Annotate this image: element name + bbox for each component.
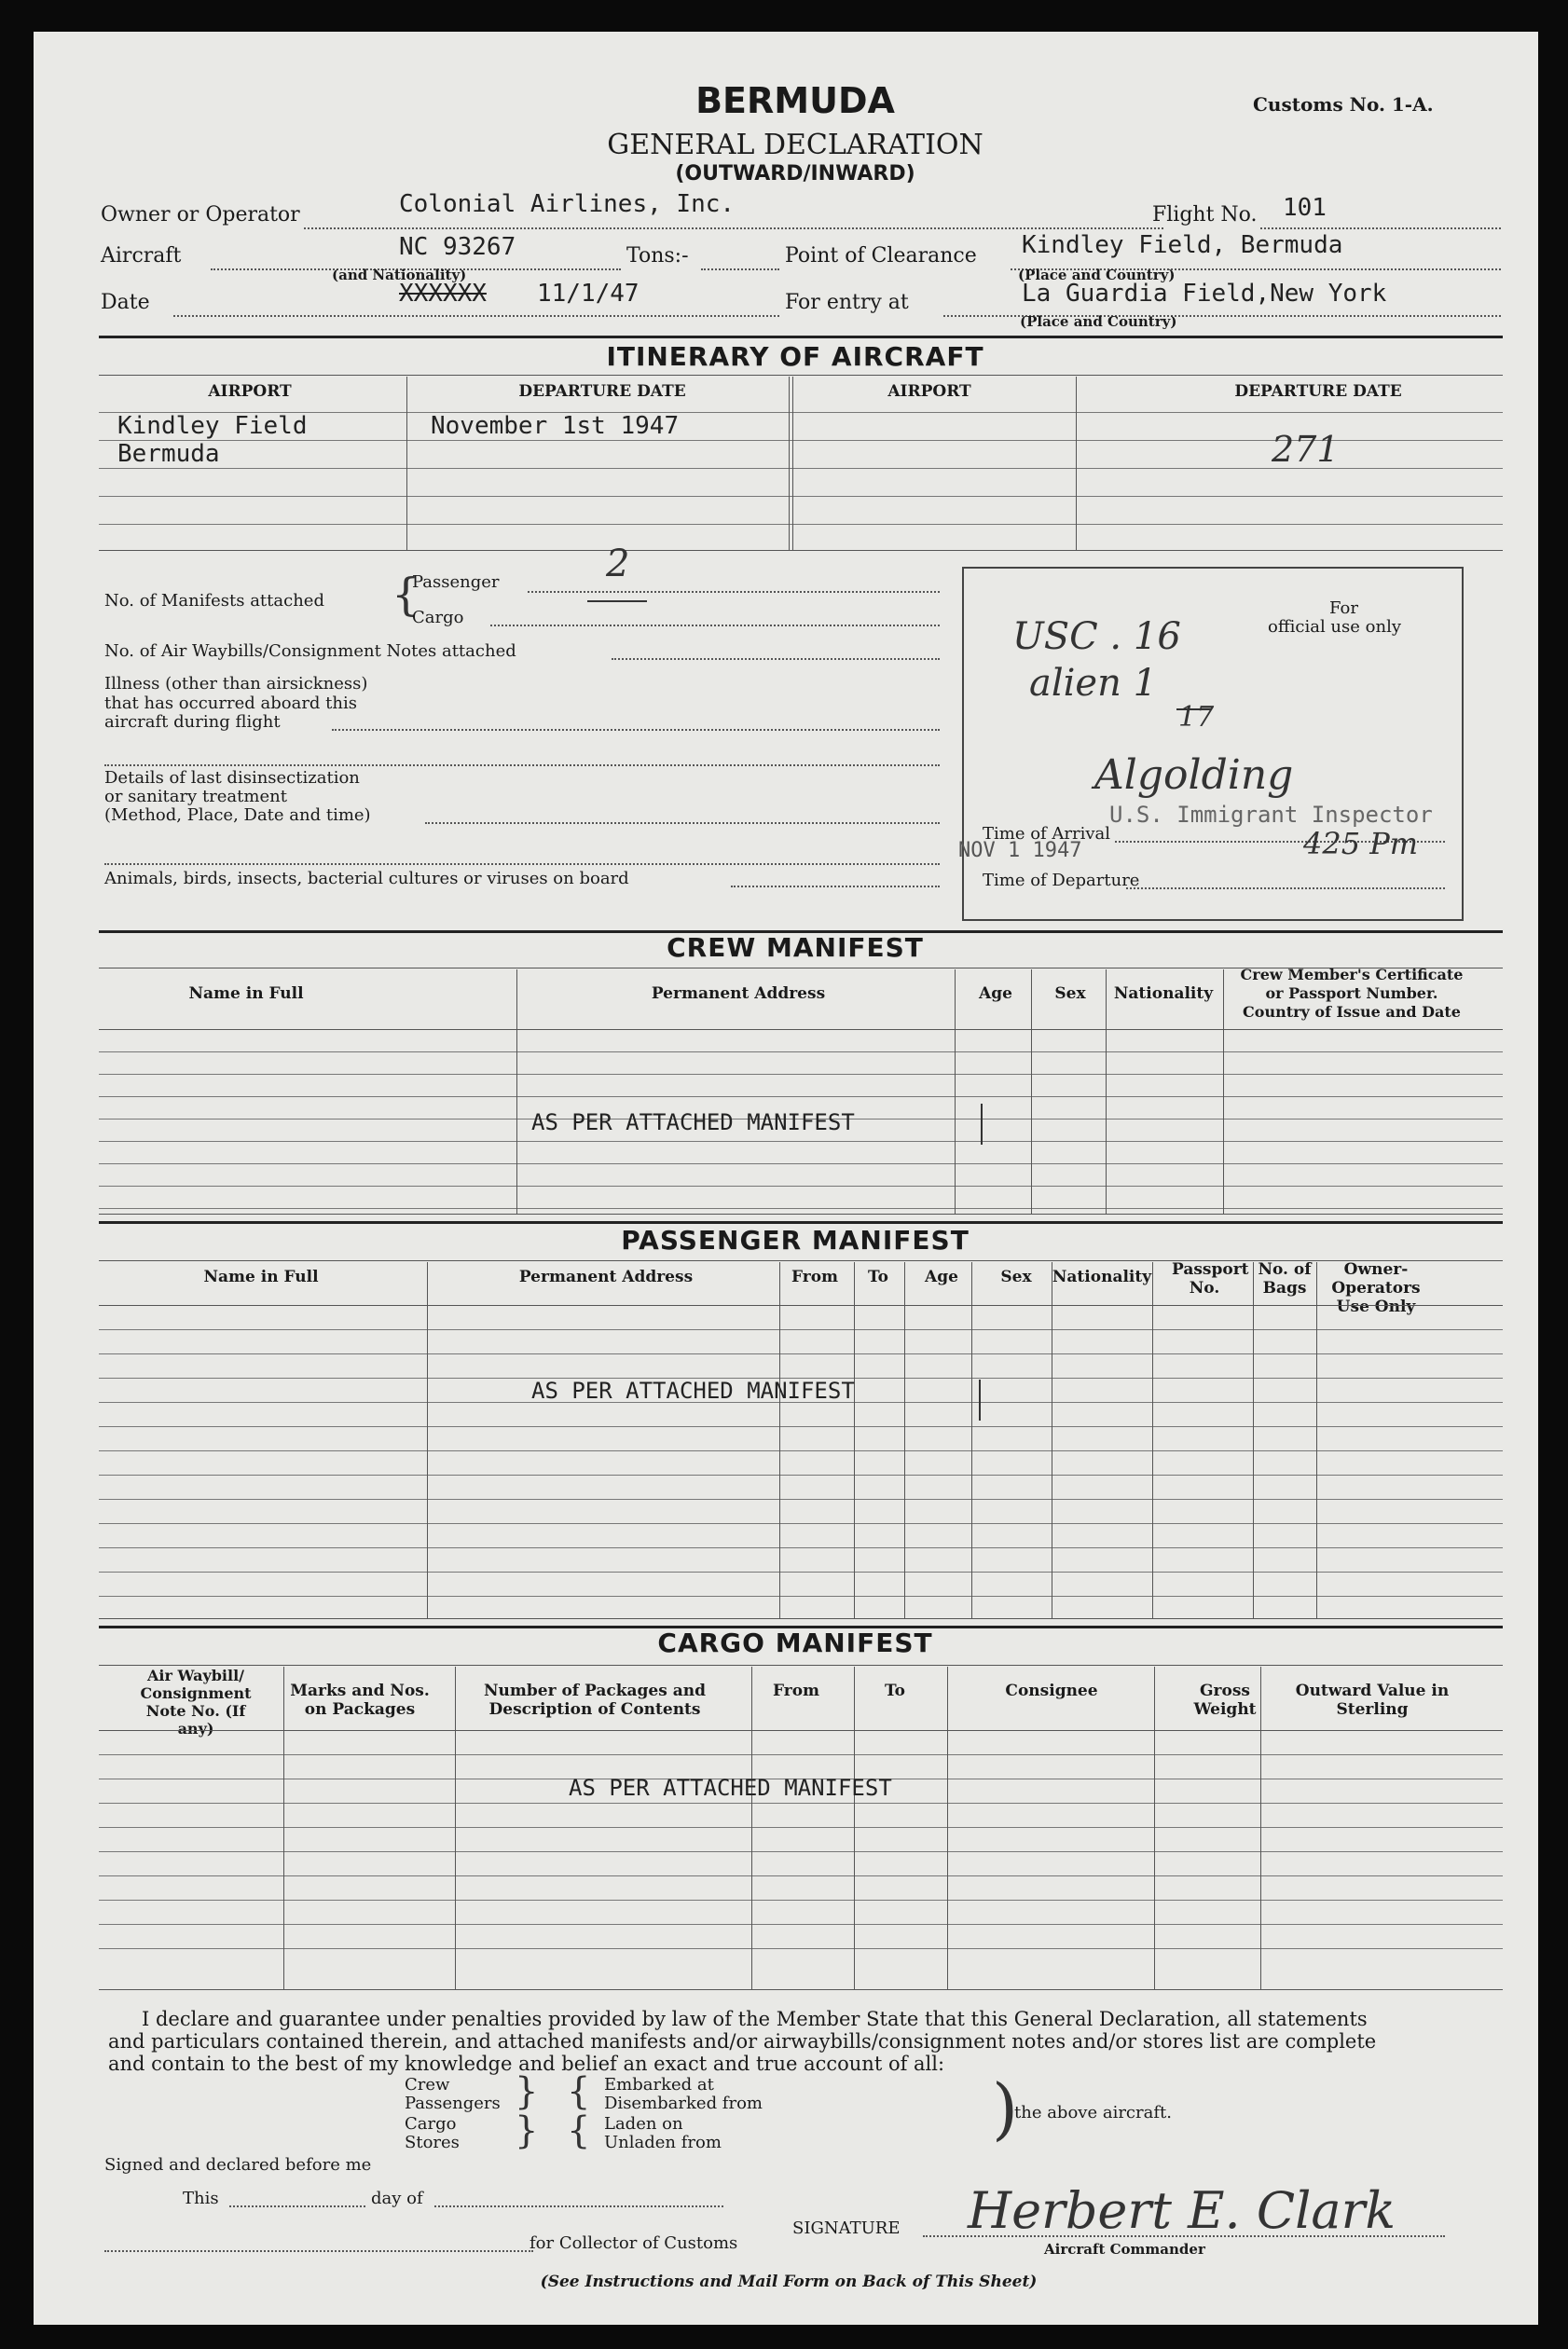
collector-label: for Collector of Customs [530,2233,738,2253]
declaration-line-3: and contain to the best of my knowledge and belief an exact and true account of all: [108,2053,945,2075]
date-label: Date [101,291,150,314]
inspector-stamp-date: NOV 1 1947 [958,839,1082,862]
declaration-passengers: Passengers [405,2094,501,2113]
manifests-label: No. of Manifests attached [104,591,324,611]
official-note-total: 17 [1178,701,1215,734]
signature-label: SIGNATURE [792,2218,901,2238]
itinerary-airport-1b: Bermuda [117,440,220,468]
illness-label-2: that has occurred aboard this [104,694,357,713]
signed-label: Signed and declared before me [104,2155,372,2175]
crew-header-nationality: Nationality [1113,984,1214,1003]
illness-label-1: Illness (other than airsickness) [104,674,368,694]
passenger-manifest-label: Passenger [412,572,500,592]
crew-header-certificate: Crew Member's Certificate or Passport Number. Country of Issue and Date [1240,966,1464,1021]
passenger-header-name: Name in Full [203,1268,319,1286]
itinerary-header-departure-1: DEPARTURE DATE [518,382,686,401]
official-note-alien: alien 1 [1029,662,1158,705]
passenger-header-bags: No. of Bags [1258,1260,1312,1298]
declaration-crew: Crew [405,2075,450,2095]
passenger-header-nationality: Nationality [1052,1268,1152,1286]
itinerary-departure-1: November 1st 1947 [431,412,680,440]
passenger-manifest-count: 2 [606,543,630,585]
flight-value: 101 [1283,194,1327,222]
passenger-header-address: Permanent Address [518,1268,694,1286]
cargo-header-from: From [772,1682,820,1700]
passenger-title: PASSENGER MANIFEST [621,1225,970,1256]
inspector-stamp: U.S. Immigrant Inspector [1109,802,1433,828]
form-subtitle: GENERAL DECLARATION [607,129,983,161]
form-title: BERMUDA [695,80,895,121]
cargo-title: CARGO MANIFEST [657,1628,933,1658]
passenger-header-owner-use: Owner-Operators Use Only [1331,1260,1421,1316]
declaration-sheet: BERMUDA GENERAL DECLARATION (OUTWARD/INWARD) Customs No. 1-A. Owner or Operator Colonial Airlines, Inc. Flight No. 101 Aircraft NC 93267 (and Nationality) Tons:- Point of Clearance Kindley Field, Bermuda (Place and Country) Date XXXXXX 11/1/47 For entry at La Guardia Field,New York (Place and Country) ITINERARY OF AIRCRAFT AIRPORT DEPARTURE DATE AIRPORT DEPARTURE DATE Kindley Field Bermuda November 1st 1947 271 No. of Manifests attached { Passenger 2 Cargo No. of Air Waybills/Consignment Notes attached Illness (other than airsickness) that has occurred aboard this aircraft during flight Details of last disinsectization or sanitary treatment (Method, Place, Date and time) Animals, birds, insects, bacterial cultures or viruses on board For official use only USC . 16 alien 1 17 Algolding U.S. Immigrant Inspector NOV 1 1947 Time of Arrival 425 Pm Time of Departure CREW MANIFEST Name in Full Permanent Address Age Sex Nationality Crew Member's Certificate or Passport Number. Country of Issue and Date AS PER ATTACHED MANIFEST PASSENGER MANIFEST Name in Full Permanent Address From To Age Sex Nationality Passport No. No. of Bags Owner-Operators Use Only AS PER ATTACHED MANIFEST CARGO MANIFEST Air Waybill/ Consignment Note No. (If any) Marks and Nos. on Packages Number of Packages and Description of Contents From To Consignee Gross Weight Outward Value in Sterling AS PER ATTACHED MANIFEST I declare and guarantee under penalties provided by law of the Member State that this General Declaration, all statements and particulars contained therein, and attached manifests and/or airwaybills/consignment notes and/or stores list are complete and contain to the best of my knowledge and belief an exact and true account of all: Crew Passengers Cargo Stores } } { { Embarked at Disembarked from Laden on Unladen from ) the above aircraft. Signed and declared before me This day of for Collector of Customs SIGNATURE Herbert E. Clark Aircraft Commander (See Instructions and Mail Form on Back of This Sheet) [34,32,1538,2325]
declaration-line-1: I declare and guarantee under penalties provided by law of the Member State that this General Declaration, all statements [142,2008,1368,2030]
date-struck: XXXXXX [399,280,487,308]
flight-label: Flight No. [1152,203,1258,227]
cargo-header-marks: Marks and Nos. on Packages [290,1682,430,1719]
tons-label: Tons:- [626,244,689,268]
commander-label: Aircraft Commander [1044,2241,1205,2258]
official-use-label: official use only [1268,617,1401,637]
passenger-entry: AS PER ATTACHED MANIFEST [531,1378,855,1404]
cargo-header-consignee: Consignee [1005,1682,1098,1700]
official-inspector-signature: Algolding [1094,751,1294,799]
itinerary-header-departure-2: DEPARTURE DATE [1234,382,1402,401]
footer-instructions: (See Instructions and Mail Form on Back of This Sheet) [540,2273,1038,2291]
official-note-usc: USC . 16 [1012,615,1181,658]
itinerary-airport-1: Kindley Field [117,412,308,440]
day-of-label: day of [371,2189,423,2208]
entry-label: For entry at [785,291,909,314]
disinsect-label-3: (Method, Place, Date and time) [104,805,371,825]
cargo-header-waybill: Air Waybill/ Consignment Note No. (If any) [140,1667,252,1738]
clearance-place-note: (Place and Country) [1018,267,1176,283]
crew-title: CREW MANIFEST [667,932,924,963]
clearance-value: Kindley Field, Bermuda [1022,231,1343,259]
crew-entry: AS PER ATTACHED MANIFEST [531,1109,855,1135]
passenger-header-passport: Passport No. [1172,1260,1249,1298]
declaration-embarked: Embarked at [604,2075,714,2095]
crew-header-age: Age [979,984,1012,1003]
cargo-header-value: Outward Value in Sterling [1295,1682,1450,1719]
owner-label: Owner or Operator [101,203,300,227]
itinerary-header-airport-1: AIRPORT [208,382,292,401]
arrival-label: Time of Arrival [983,824,1111,844]
departure-time-label: Time of Departure [983,871,1140,890]
declaration-laden: Laden on [604,2114,683,2134]
passenger-header-from: From [791,1268,839,1286]
aircraft-label: Aircraft [101,244,182,268]
owner-value: Colonial Airlines, Inc. [399,190,736,218]
itinerary-title: ITINERARY OF AIRCRAFT [606,341,984,372]
form-number: Customs No. 1-A. [1253,93,1434,116]
this-label: This [183,2189,219,2208]
passenger-header-age: Age [925,1268,958,1286]
disinsect-label-2: or sanitary treatment [104,787,287,806]
form-direction: (OUTWARD/INWARD) [675,162,915,185]
commander-signature: Herbert E. Clark [968,2181,1396,2240]
cargo-header-weight: Gross Weight [1193,1682,1257,1719]
itinerary-handwritten-number: 271 [1272,429,1340,470]
declaration-disembarked: Disembarked from [604,2094,763,2113]
passenger-header-sex: Sex [1000,1268,1032,1286]
cargo-header-packages: Number of Packages and Description of Contents [484,1682,706,1719]
arrival-value: 425 Pm [1303,826,1419,861]
crew-header-sex: Sex [1054,984,1086,1003]
waybills-label: No. of Air Waybills/Consignment Notes attached [104,641,516,661]
entry-place-note: (Place and Country) [1020,313,1177,330]
disinsect-label-1: Details of last disinsectization [104,768,360,788]
declaration-above: the above aircraft. [1014,2103,1172,2122]
crew-header-address: Permanent Address [651,984,826,1003]
declaration-unladen: Unladen from [604,2133,722,2152]
cargo-entry: AS PER ATTACHED MANIFEST [569,1775,892,1801]
date-value: 11/1/47 [537,280,640,308]
itinerary-header-airport-2: AIRPORT [887,382,971,401]
clearance-label: Point of Clearance [785,244,977,268]
cargo-manifest-label: Cargo [412,608,464,627]
passenger-header-to: To [867,1268,889,1286]
aircraft-value: NC 93267 [399,233,516,261]
declaration-cargo: Cargo [405,2114,457,2134]
entry-value: La Guardia Field,New York [1022,280,1387,308]
aircraft-nationality-note: (and Nationality) [332,267,467,283]
illness-label-3: aircraft during flight [104,712,281,732]
animals-label: Animals, birds, insects, bacterial cultures or viruses on board [104,869,629,888]
declaration-line-2: and particulars contained therein, and attached manifests and/or airwaybills/consignment notes and/or stores list are complete [108,2030,1377,2053]
crew-header-name: Name in Full [188,984,304,1003]
official-for-label: For [1329,598,1358,618]
cargo-header-to: To [884,1682,906,1700]
declaration-stores: Stores [405,2133,460,2152]
